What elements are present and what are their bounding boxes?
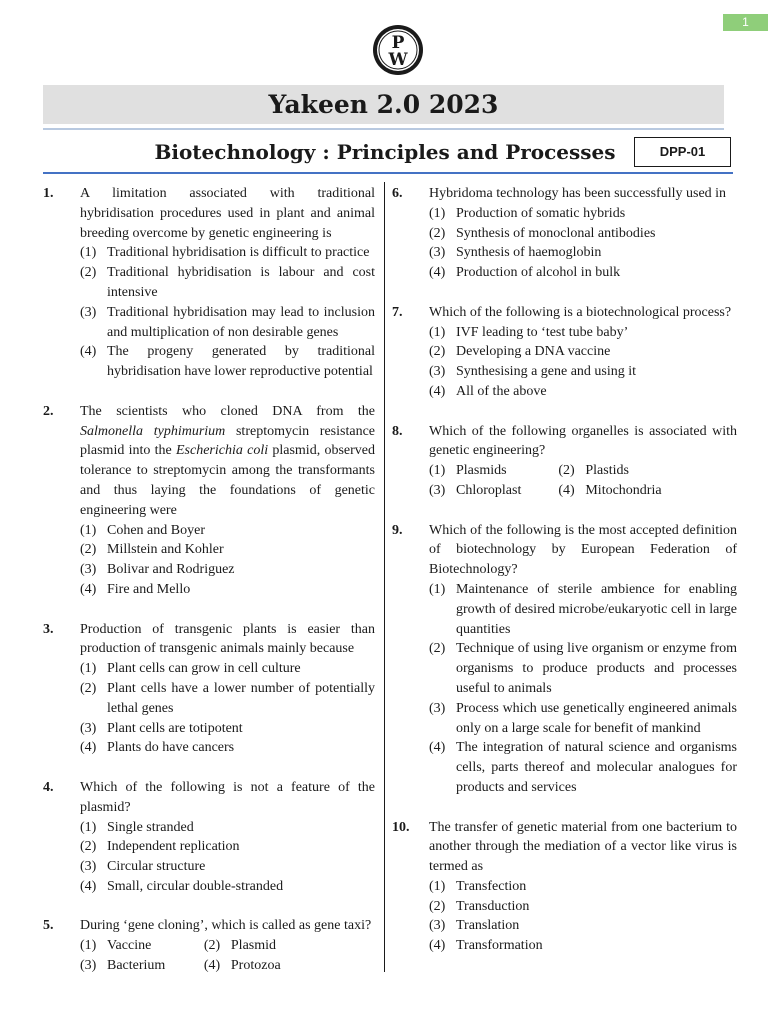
option-number: (1) xyxy=(80,819,97,835)
option-text: Small, circular double-stranded xyxy=(107,878,284,894)
option-number: (1) xyxy=(429,463,446,479)
option xyxy=(80,521,375,541)
logo-letter-bottom: W xyxy=(388,50,408,70)
option-number: (2) xyxy=(429,225,446,241)
question-text: The scientists who cloned DNA from the Salmonella typhimurium streptomycin resistance plasmid into the Escherichia coli plasmid, observed tolerance to streptomycin among the transformants and thus laying the foundations of genetic engineering were xyxy=(80,403,375,518)
option xyxy=(80,936,204,956)
option-text: Plasmid xyxy=(230,938,277,954)
organism-name: Escherichia coli xyxy=(175,443,269,459)
option-text: Synthesis of haemoglobin xyxy=(456,245,602,261)
option-number: (4) xyxy=(203,958,221,974)
question-number: 1. xyxy=(43,186,54,201)
option-number: (3) xyxy=(429,245,446,261)
option-text: Production of somatic hybrids xyxy=(456,205,626,221)
option-text: All of the above xyxy=(456,383,547,399)
option-number: (1) xyxy=(80,661,97,677)
option xyxy=(429,916,737,936)
option xyxy=(80,580,375,600)
organism-name: Salmonella typhimurium xyxy=(80,423,226,439)
option xyxy=(429,323,737,343)
option-text: Plants do have cancers xyxy=(107,740,235,756)
option-text: The integration of natural science and organisms cells, parts thereof and molecular analogues for products and services xyxy=(456,740,737,795)
option-text: Transduction xyxy=(456,898,530,914)
question-5 xyxy=(43,916,375,975)
chapter-title: Biotechnology : Principles and Processes xyxy=(154,140,616,164)
option-text: Traditional hybridisation may lead to inclusion and multiplication of non desirable genes xyxy=(107,304,375,340)
pw-logo xyxy=(372,24,424,76)
option-number: (1) xyxy=(429,205,446,221)
title-banner xyxy=(43,85,724,124)
question-number: 4. xyxy=(43,779,54,795)
option xyxy=(429,224,737,244)
option xyxy=(429,936,737,956)
page-title: Yakeen 2.0 2023 xyxy=(268,90,499,119)
option-number: (2) xyxy=(558,463,575,479)
option-text: Bacterium xyxy=(107,958,166,974)
option-text: Traditional hybridisation is difficult to practice xyxy=(107,245,370,261)
option-text: Protozoa xyxy=(230,958,281,974)
question-10 xyxy=(392,818,737,957)
option xyxy=(204,956,375,976)
option-text: The progeny generated by traditional hybridisation have lower reproductive potential xyxy=(107,344,375,380)
question-3 xyxy=(43,620,375,759)
option xyxy=(80,659,375,679)
question-number: 6. xyxy=(392,186,403,201)
option-text: Developing a DNA vaccine xyxy=(456,344,611,360)
question-text: Which of the following organelles is associated with genetic engineering? xyxy=(429,423,737,459)
option-text: Technique of using live organism or enzyme from organisms to produce products and processes useful to animals xyxy=(456,641,737,696)
question-6 xyxy=(392,184,737,283)
right-column xyxy=(392,184,737,956)
option-number: (1) xyxy=(80,938,97,954)
option xyxy=(429,204,737,224)
option xyxy=(80,738,375,758)
option xyxy=(429,342,737,362)
option-number: (4) xyxy=(558,482,575,498)
question-number: 7. xyxy=(392,304,403,320)
option-number: (2) xyxy=(80,265,97,281)
option xyxy=(80,837,375,857)
option-text: Single stranded xyxy=(107,819,194,835)
option xyxy=(80,243,375,263)
option-text: Translation xyxy=(456,918,520,934)
option-number: (4) xyxy=(429,265,446,281)
option xyxy=(429,382,737,402)
option-text: Mitochondria xyxy=(585,482,662,498)
option-number: (3) xyxy=(80,562,97,578)
option xyxy=(429,263,737,283)
option-number: (4) xyxy=(429,938,446,954)
column-divider xyxy=(384,182,385,972)
option-number: (1) xyxy=(429,878,446,894)
option xyxy=(558,481,737,501)
option-number: (1) xyxy=(429,324,446,340)
option-text: IVF leading to ‘test tube baby’ xyxy=(456,324,629,340)
option-text: Synthesis of monoclonal antibodies xyxy=(456,225,656,241)
question-7 xyxy=(392,303,737,402)
option-number: (3) xyxy=(80,304,97,320)
option-number: (3) xyxy=(429,364,446,380)
option-number: (1) xyxy=(80,522,97,538)
option-text: Chloroplast xyxy=(456,482,522,498)
option xyxy=(429,877,737,897)
option xyxy=(80,818,375,838)
option-number: (3) xyxy=(80,720,97,736)
option-number: (3) xyxy=(429,482,446,498)
question-number: 5. xyxy=(43,918,54,934)
option-number: (2) xyxy=(80,680,97,696)
option-text: Cohen and Boyer xyxy=(107,522,205,538)
option-text: Process which use genetically engineered animals only on a large scale for benefit of mankind xyxy=(456,700,737,736)
option xyxy=(429,580,737,639)
question-text: A limitation associated with traditional hybridisation procedures used in plant and animal breeding overcome by genetic engineering is xyxy=(80,186,375,241)
option xyxy=(429,897,737,917)
option-number: (3) xyxy=(429,700,446,716)
option-number: (4) xyxy=(80,581,97,597)
option-number: (2) xyxy=(429,898,446,914)
question-text: Hybridoma technology has been successfully used in xyxy=(429,186,727,201)
option-number: (2) xyxy=(203,938,221,954)
option-text: Production of alcohol in bulk xyxy=(456,265,621,281)
option-text: Circular structure xyxy=(107,859,206,875)
question-1 xyxy=(43,184,375,382)
option xyxy=(80,877,375,897)
question-number: 10. xyxy=(392,819,410,835)
option xyxy=(429,738,737,797)
option-number: (3) xyxy=(429,918,446,934)
option xyxy=(80,263,375,303)
option xyxy=(80,679,375,719)
option-number: (1) xyxy=(80,245,97,261)
question-number: 2. xyxy=(43,403,54,419)
question-text: Production of transgenic plants is easier than production of transgenic animals mainly because xyxy=(80,621,375,657)
option-number: (2) xyxy=(429,344,446,360)
option-text: Vaccine xyxy=(107,938,152,954)
option xyxy=(429,461,558,481)
question-8 xyxy=(392,422,737,501)
option xyxy=(204,936,375,956)
question-text: Which of the following is not a feature of the plasmid? xyxy=(80,779,375,815)
option-text: Independent replication xyxy=(107,839,240,855)
option-number: (3) xyxy=(80,958,97,974)
option xyxy=(429,243,737,263)
option-number: (2) xyxy=(429,641,446,657)
option-text: Millstein and Kohler xyxy=(107,542,224,558)
option-text: Maintenance of sterile ambience for enabling growth of desired microbe/eukaryotic cell in large quantities xyxy=(456,581,737,637)
question-number: 8. xyxy=(392,423,403,439)
logo-letter-top: P xyxy=(391,33,405,53)
option-text: Plant cells are totipotent xyxy=(107,720,243,736)
option xyxy=(429,639,737,698)
option xyxy=(80,857,375,877)
option-text: Traditional hybridisation is labour and cost intensive xyxy=(107,265,375,300)
question-number: 3. xyxy=(43,621,54,637)
question-text: Which of the following is the most accepted definition of biotechnology by European Federation of Biotechnology? xyxy=(429,522,737,578)
question-9 xyxy=(392,521,737,798)
option xyxy=(80,540,375,560)
option xyxy=(80,560,375,580)
option-text: Transformation xyxy=(456,938,543,954)
option-text: Synthesising a gene and using it xyxy=(456,364,637,380)
option-number: (2) xyxy=(80,542,97,558)
question-text: During ‘gene cloning’, which is called as gene taxi? xyxy=(80,918,372,934)
option-number: (4) xyxy=(429,740,446,756)
page-number: 1 xyxy=(723,14,768,31)
title-divider xyxy=(43,128,724,130)
option xyxy=(429,362,737,382)
option-text: Plastids xyxy=(585,463,629,479)
option-number: (3) xyxy=(80,859,97,875)
option-number: (2) xyxy=(80,839,97,855)
option-number: (4) xyxy=(429,383,446,399)
question-number: 9. xyxy=(392,522,403,538)
option-text: Plasmids xyxy=(456,463,507,479)
option xyxy=(80,342,375,382)
option-number: (4) xyxy=(80,878,97,894)
question-2 xyxy=(43,402,375,600)
option xyxy=(80,956,204,976)
option-text: Fire and Mello xyxy=(107,581,191,597)
option xyxy=(558,461,737,481)
question-text: Which of the following is a biotechnological process? xyxy=(429,304,732,320)
dpp-label: DPP-01 xyxy=(634,137,731,167)
option-number: (1) xyxy=(429,581,446,597)
option xyxy=(429,699,737,739)
option-text: Bolivar and Rodriguez xyxy=(107,562,235,578)
header-divider xyxy=(43,172,733,174)
question-text: The transfer of genetic material from one bacterium to another through the mediation of a vector like virus is termed as xyxy=(429,819,737,875)
option xyxy=(429,481,558,501)
option-text: Plant cells have a lower number of potentially lethal genes xyxy=(107,680,375,716)
option-number: (4) xyxy=(80,740,97,756)
option-text: Transfection xyxy=(456,878,527,894)
option xyxy=(80,719,375,739)
question-4 xyxy=(43,778,375,897)
option-text: Plant cells can grow in cell culture xyxy=(107,661,301,677)
option-number: (4) xyxy=(80,344,97,360)
left-column xyxy=(43,184,375,976)
option xyxy=(80,303,375,343)
